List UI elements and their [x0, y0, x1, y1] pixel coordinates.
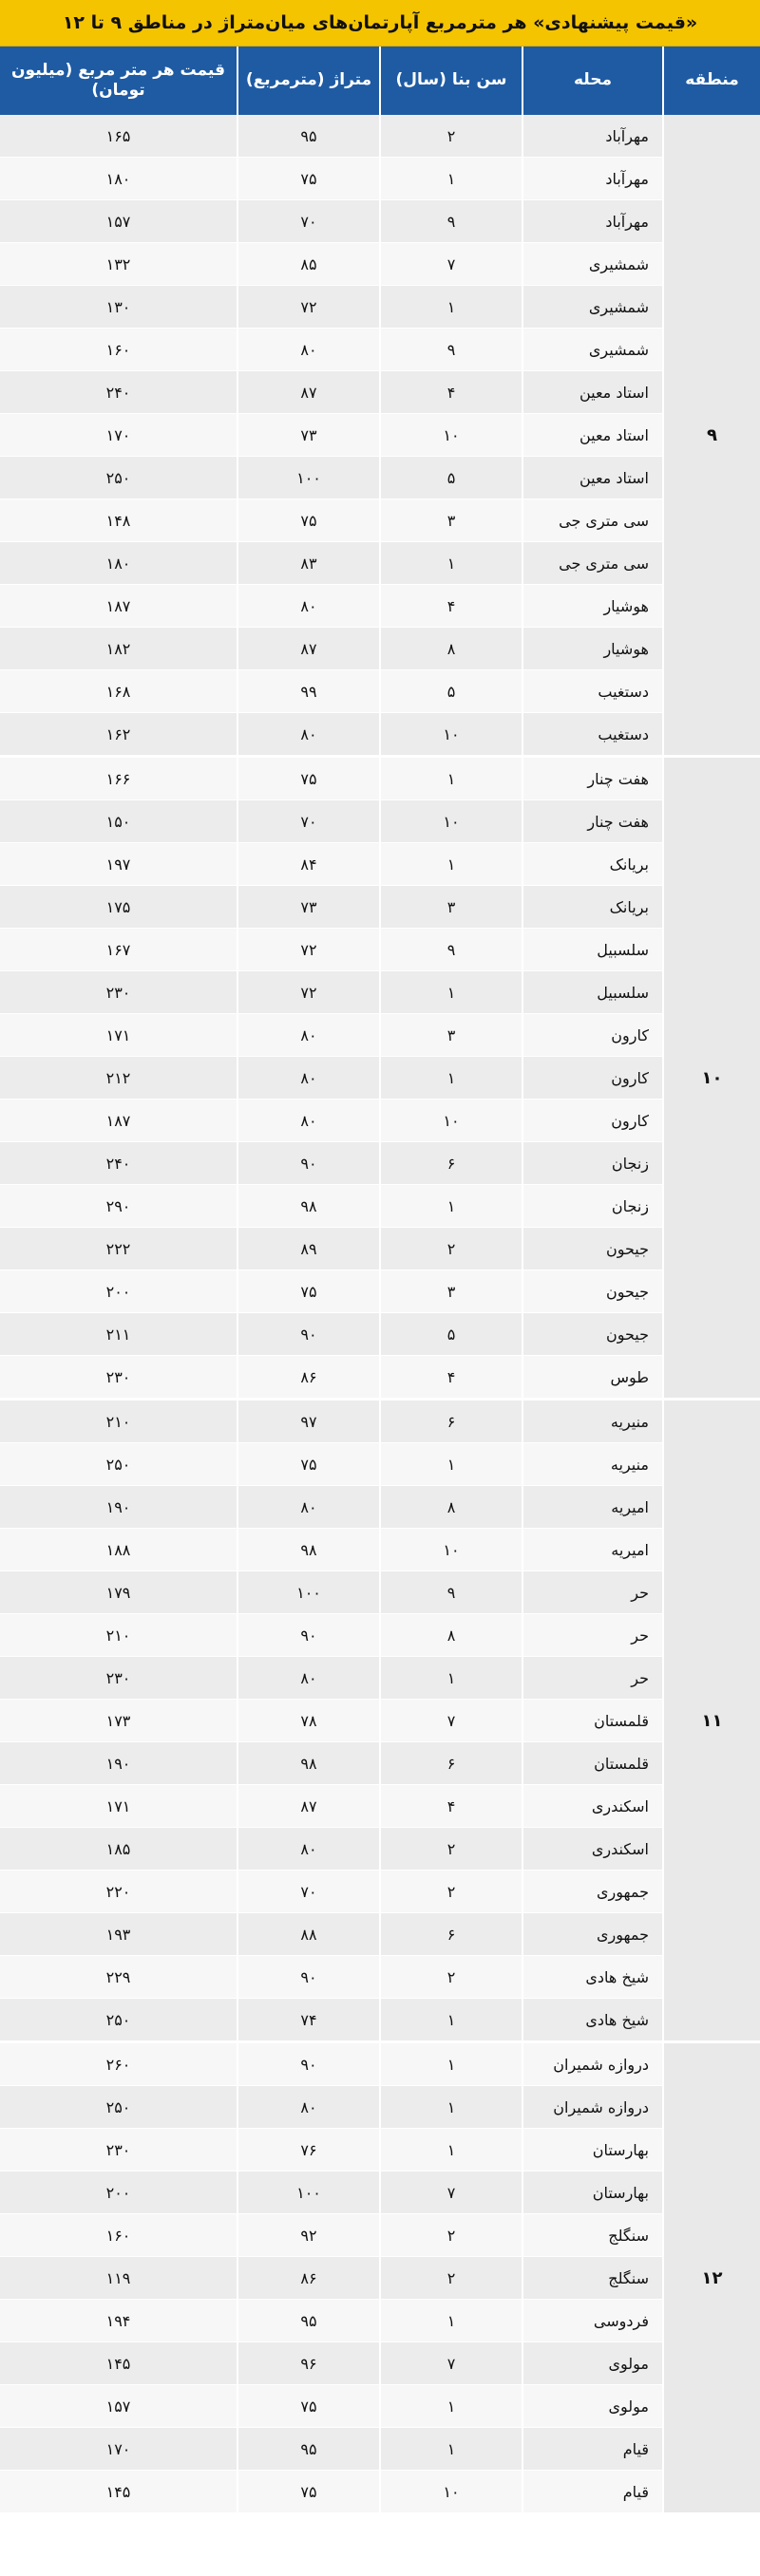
neighborhood-cell: هوشیار: [522, 628, 663, 670]
age-cell: ۱: [380, 1185, 522, 1228]
table-row: [0, 2428, 760, 2471]
price-cell: ۲۳۰: [0, 1356, 238, 1400]
area-cell: ۸۰: [238, 329, 380, 371]
area-cell: ۸۶: [238, 2257, 380, 2300]
area-cell: ۸۴: [238, 843, 380, 886]
price-cell: ۱۹۰: [0, 1486, 238, 1529]
table-row: [0, 286, 760, 329]
header-row: [0, 47, 760, 115]
region-cell: ۱۲: [663, 2042, 760, 2514]
table-row: [0, 1443, 760, 1486]
area-cell: ۹۵: [238, 2428, 380, 2471]
neighborhood-cell: کارون: [522, 1014, 663, 1057]
neighborhood-cell: استاد معین: [522, 371, 663, 414]
area-cell: ۸۰: [238, 1657, 380, 1700]
price-cell: ۱۴۵: [0, 2342, 238, 2385]
neighborhood-cell: جیحون: [522, 1228, 663, 1270]
price-cell: ۲۵۰: [0, 2086, 238, 2129]
neighborhood-cell: مهرآباد: [522, 115, 663, 158]
age-cell: ۴: [380, 1356, 522, 1400]
area-cell: ۷۴: [238, 1999, 380, 2042]
neighborhood-cell: قیام: [522, 2471, 663, 2514]
price-cell: ۱۷۹: [0, 1571, 238, 1614]
table-row: [0, 2300, 760, 2342]
table-row: [0, 329, 760, 371]
age-cell: ۹: [380, 200, 522, 243]
area-cell: ۹۲: [238, 2214, 380, 2257]
age-cell: ۲: [380, 2257, 522, 2300]
table-row: [0, 2129, 760, 2172]
table-row: [0, 414, 760, 457]
neighborhood-cell: زنجان: [522, 1185, 663, 1228]
price-cell: ۲۵۰: [0, 1999, 238, 2042]
table-row: [0, 1913, 760, 1956]
area-cell: ۹۶: [238, 2342, 380, 2385]
table-row: [0, 2471, 760, 2514]
table-row: [0, 929, 760, 971]
neighborhood-cell: زنجان: [522, 1142, 663, 1185]
table-row: [0, 499, 760, 542]
neighborhood-cell: قلمستان: [522, 1700, 663, 1742]
neighborhood-cell: شمشیری: [522, 329, 663, 371]
table-row: [0, 243, 760, 286]
price-cell: ۱۶۸: [0, 670, 238, 713]
table-row: [0, 1270, 760, 1313]
price-cell: ۱۵۷: [0, 2385, 238, 2428]
price-cell: ۱۹۷: [0, 843, 238, 886]
area-cell: ۱۰۰: [238, 1571, 380, 1614]
area-cell: ۷۰: [238, 200, 380, 243]
age-cell: ۵: [380, 457, 522, 499]
neighborhood-cell: بریانک: [522, 886, 663, 929]
neighborhood-cell: مهرآباد: [522, 200, 663, 243]
price-cell: ۱۹۴: [0, 2300, 238, 2342]
area-cell: ۹۰: [238, 1313, 380, 1356]
neighborhood-cell: شمشیری: [522, 286, 663, 329]
price-cell: ۲۲۲: [0, 1228, 238, 1270]
neighborhood-cell: سنگلج: [522, 2257, 663, 2300]
neighborhood-cell: دروازه شمیران: [522, 2042, 663, 2086]
area-cell: ۷۶: [238, 2129, 380, 2172]
price-table: [0, 47, 760, 2515]
age-cell: ۱: [380, 971, 522, 1014]
neighborhood-cell: سی متری جی: [522, 499, 663, 542]
age-cell: ۷: [380, 1700, 522, 1742]
age-cell: ۶: [380, 1742, 522, 1785]
area-cell: ۸۰: [238, 1100, 380, 1142]
age-cell: ۹: [380, 929, 522, 971]
age-cell: ۱: [380, 1443, 522, 1486]
price-cell: ۲۹۰: [0, 1185, 238, 1228]
area-cell: ۸۰: [238, 1828, 380, 1871]
price-cell: ۱۸۵: [0, 1828, 238, 1871]
neighborhood-cell: شیخ هادی: [522, 1999, 663, 2042]
area-cell: ۸۶: [238, 1356, 380, 1400]
price-cell: ۱۶۵: [0, 115, 238, 158]
age-cell: ۳: [380, 1270, 522, 1313]
area-cell: ۷۵: [238, 1270, 380, 1313]
area-cell: ۸۰: [238, 1486, 380, 1529]
price-cell: ۱۴۸: [0, 499, 238, 542]
area-cell: ۹۰: [238, 2042, 380, 2086]
area-cell: ۹۵: [238, 2300, 380, 2342]
area-cell: ۷۰: [238, 800, 380, 843]
price-cell: ۲۱۱: [0, 1313, 238, 1356]
table-row: [0, 1871, 760, 1913]
age-cell: ۱۰: [380, 414, 522, 457]
age-cell: ۱۰: [380, 713, 522, 757]
price-cell: ۱۶۶: [0, 757, 238, 800]
price-cell: ۲۰۰: [0, 1270, 238, 1313]
age-cell: ۶: [380, 1913, 522, 1956]
neighborhood-cell: جمهوری: [522, 1913, 663, 1956]
age-cell: ۱: [380, 2300, 522, 2342]
area-cell: ۸۸: [238, 1913, 380, 1956]
neighborhood-cell: بریانک: [522, 843, 663, 886]
price-cell: ۱۷۰: [0, 2428, 238, 2471]
table-row: [0, 1785, 760, 1828]
age-cell: ۵: [380, 1313, 522, 1356]
price-cell: ۱۵۰: [0, 800, 238, 843]
header-area: متراژ (مترمربع): [238, 47, 380, 115]
table-row: [0, 1313, 760, 1356]
price-cell: ۱۶۲: [0, 713, 238, 757]
area-cell: ۹۸: [238, 1185, 380, 1228]
table-row: [0, 2042, 760, 2086]
table-row: [0, 457, 760, 499]
age-cell: ۲: [380, 115, 522, 158]
neighborhood-cell: اسکندری: [522, 1785, 663, 1828]
neighborhood-cell: سنگلج: [522, 2214, 663, 2257]
table-row: [0, 1356, 760, 1400]
age-cell: ۱: [380, 542, 522, 585]
price-cell: ۲۴۰: [0, 1142, 238, 1185]
table-row: [0, 1742, 760, 1785]
age-cell: ۱۰: [380, 1529, 522, 1571]
age-cell: ۱: [380, 158, 522, 200]
table-row: [0, 371, 760, 414]
area-cell: ۷۵: [238, 2385, 380, 2428]
price-cell: ۱۸۰: [0, 542, 238, 585]
price-cell: ۱۷۱: [0, 1785, 238, 1828]
table-row: [0, 1614, 760, 1657]
age-cell: ۲: [380, 1828, 522, 1871]
price-cell: ۱۶۷: [0, 929, 238, 971]
table-row: [0, 800, 760, 843]
area-cell: ۷۲: [238, 971, 380, 1014]
neighborhood-cell: سی متری جی: [522, 542, 663, 585]
neighborhood-cell: استاد معین: [522, 414, 663, 457]
neighborhood-cell: قلمستان: [522, 1742, 663, 1785]
age-cell: ۸: [380, 1614, 522, 1657]
age-cell: ۳: [380, 499, 522, 542]
price-cell: ۲۰۰: [0, 2172, 238, 2214]
table-row: [0, 713, 760, 757]
age-cell: ۲: [380, 1871, 522, 1913]
area-cell: ۹۸: [238, 1529, 380, 1571]
neighborhood-cell: شیخ هادی: [522, 1956, 663, 1999]
price-cell: ۲۳۰: [0, 971, 238, 1014]
neighborhood-cell: استاد معین: [522, 457, 663, 499]
price-cell: ۱۳۲: [0, 243, 238, 286]
table-row: [0, 628, 760, 670]
neighborhood-cell: هوشیار: [522, 585, 663, 628]
region-cell: ۱۱: [663, 1400, 760, 2042]
price-cell: ۱۹۰: [0, 1742, 238, 1785]
area-cell: ۸۳: [238, 542, 380, 585]
neighborhood-cell: حر: [522, 1571, 663, 1614]
neighborhood-cell: بهارستان: [522, 2172, 663, 2214]
area-cell: ۸۰: [238, 585, 380, 628]
age-cell: ۲: [380, 2214, 522, 2257]
table-row: [0, 1571, 760, 1614]
age-cell: ۱: [380, 2042, 522, 2086]
neighborhood-cell: کارون: [522, 1057, 663, 1100]
table-row: [0, 542, 760, 585]
neighborhood-cell: جیحون: [522, 1270, 663, 1313]
table-row: [0, 1228, 760, 1270]
table-row: [0, 1999, 760, 2042]
price-cell: ۱۸۲: [0, 628, 238, 670]
area-cell: ۷۵: [238, 1443, 380, 1486]
price-cell: ۲۱۰: [0, 1400, 238, 1443]
price-cell: ۱۵۷: [0, 200, 238, 243]
table-row: [0, 2214, 760, 2257]
age-cell: ۸: [380, 628, 522, 670]
neighborhood-cell: مولوی: [522, 2342, 663, 2385]
table-row: [0, 1529, 760, 1571]
table-row: [0, 2257, 760, 2300]
area-cell: ۷۳: [238, 414, 380, 457]
age-cell: ۳: [380, 886, 522, 929]
area-cell: ۷۸: [238, 1700, 380, 1742]
neighborhood-cell: سلسبیل: [522, 971, 663, 1014]
area-cell: ۹۰: [238, 1142, 380, 1185]
table-row: [0, 1142, 760, 1185]
table-row: [0, 1956, 760, 1999]
age-cell: ۹: [380, 1571, 522, 1614]
price-cell: ۱۸۷: [0, 585, 238, 628]
price-cell: ۲۲۰: [0, 1871, 238, 1913]
price-cell: ۱۶۰: [0, 329, 238, 371]
area-cell: ۸۰: [238, 1014, 380, 1057]
table-row: [0, 115, 760, 158]
neighborhood-cell: هفت چنار: [522, 757, 663, 800]
price-cell: ۱۸۸: [0, 1529, 238, 1571]
neighborhood-cell: دستغیب: [522, 713, 663, 757]
price-cell: ۱۷۳: [0, 1700, 238, 1742]
area-cell: ۷۲: [238, 286, 380, 329]
area-cell: ۹۰: [238, 1614, 380, 1657]
header-price: قیمت هر متر مربع (میلیون تومان): [0, 47, 238, 115]
age-cell: ۱: [380, 1657, 522, 1700]
table-row: [0, 1828, 760, 1871]
table-row: [0, 1185, 760, 1228]
price-cell: ۱۷۰: [0, 414, 238, 457]
price-cell: ۱۸۷: [0, 1100, 238, 1142]
age-cell: ۳: [380, 1014, 522, 1057]
price-cell: ۱۸۰: [0, 158, 238, 200]
age-cell: ۱: [380, 286, 522, 329]
header-neighborhood: محله: [522, 47, 663, 115]
neighborhood-cell: اسکندری: [522, 1828, 663, 1871]
neighborhood-cell: کارون: [522, 1100, 663, 1142]
neighborhood-cell: بهارستان: [522, 2129, 663, 2172]
age-cell: ۷: [380, 2172, 522, 2214]
age-cell: ۱: [380, 2385, 522, 2428]
area-cell: ۹۵: [238, 115, 380, 158]
area-cell: ۱۰۰: [238, 2172, 380, 2214]
area-cell: ۸۰: [238, 1057, 380, 1100]
age-cell: ۶: [380, 1400, 522, 1443]
area-cell: ۸۷: [238, 371, 380, 414]
neighborhood-cell: دروازه شمیران: [522, 2086, 663, 2129]
table-row: [0, 1100, 760, 1142]
table-row: [0, 886, 760, 929]
age-cell: ۱۰: [380, 800, 522, 843]
age-cell: ۱: [380, 1999, 522, 2042]
price-cell: ۱۱۹: [0, 2257, 238, 2300]
price-cell: ۲۱۰: [0, 1614, 238, 1657]
price-cell: ۱۶۰: [0, 2214, 238, 2257]
table-row: [0, 1700, 760, 1742]
age-cell: ۱: [380, 2129, 522, 2172]
price-cell: ۱۷۵: [0, 886, 238, 929]
table-row: [0, 1486, 760, 1529]
age-cell: ۲: [380, 1228, 522, 1270]
neighborhood-cell: مولوی: [522, 2385, 663, 2428]
neighborhood-cell: منیریه: [522, 1400, 663, 1443]
neighborhood-cell: قیام: [522, 2428, 663, 2471]
age-cell: ۶: [380, 1142, 522, 1185]
area-cell: ۸۹: [238, 1228, 380, 1270]
header-age: سن بنا (سال): [380, 47, 522, 115]
neighborhood-cell: حر: [522, 1657, 663, 1700]
region-cell: ۱۰: [663, 757, 760, 1400]
table-row: [0, 1057, 760, 1100]
age-cell: ۷: [380, 243, 522, 286]
price-cell: ۱۷۱: [0, 1014, 238, 1057]
price-cell: ۱۴۵: [0, 2471, 238, 2514]
area-cell: ۷۵: [238, 757, 380, 800]
age-cell: ۱: [380, 1057, 522, 1100]
price-cell: ۲۶۰: [0, 2042, 238, 2086]
header-region: منطقه: [663, 47, 760, 115]
page-title: «قیمت پیشنهادی» هر مترمربع آپارتمان‌های میان‌متراژ در مناطق ۹ تا ۱۲: [0, 0, 760, 47]
area-cell: ۹۸: [238, 1742, 380, 1785]
neighborhood-cell: مهرآباد: [522, 158, 663, 200]
table-row: [0, 2385, 760, 2428]
area-cell: ۸۷: [238, 1785, 380, 1828]
neighborhood-cell: منیریه: [522, 1443, 663, 1486]
neighborhood-cell: امیریه: [522, 1529, 663, 1571]
table-row: [0, 2086, 760, 2129]
price-cell: ۲۴۰: [0, 371, 238, 414]
price-cell: ۲۳۰: [0, 2129, 238, 2172]
age-cell: ۲: [380, 1956, 522, 1999]
area-cell: ۷۳: [238, 886, 380, 929]
area-cell: ۷۰: [238, 1871, 380, 1913]
area-cell: ۸۰: [238, 2086, 380, 2129]
neighborhood-cell: شمشیری: [522, 243, 663, 286]
region-cell: ۹: [663, 115, 760, 757]
age-cell: ۴: [380, 1785, 522, 1828]
neighborhood-cell: دستغیب: [522, 670, 663, 713]
neighborhood-cell: طوس: [522, 1356, 663, 1400]
area-cell: ۷۵: [238, 2471, 380, 2514]
age-cell: ۴: [380, 585, 522, 628]
table-row: [0, 1014, 760, 1057]
price-cell: ۲۱۲: [0, 1057, 238, 1100]
table-row: [0, 2342, 760, 2385]
price-cell: ۱۹۳: [0, 1913, 238, 1956]
table-row: [0, 757, 760, 800]
table-row: [0, 585, 760, 628]
age-cell: ۱۰: [380, 2471, 522, 2514]
table-row: [0, 971, 760, 1014]
neighborhood-cell: حر: [522, 1614, 663, 1657]
neighborhood-cell: امیریه: [522, 1486, 663, 1529]
price-cell: ۲۲۹: [0, 1956, 238, 1999]
area-cell: ۹۷: [238, 1400, 380, 1443]
area-cell: ۹۹: [238, 670, 380, 713]
table-row: [0, 158, 760, 200]
age-cell: ۹: [380, 329, 522, 371]
age-cell: ۱: [380, 843, 522, 886]
neighborhood-cell: هفت چنار: [522, 800, 663, 843]
age-cell: ۱: [380, 2428, 522, 2471]
area-cell: ۷۲: [238, 929, 380, 971]
table-row: [0, 200, 760, 243]
neighborhood-cell: فردوسی: [522, 2300, 663, 2342]
price-cell: ۲۳۰: [0, 1657, 238, 1700]
area-cell: ۸۷: [238, 628, 380, 670]
table-row: [0, 1400, 760, 1443]
age-cell: ۸: [380, 1486, 522, 1529]
area-cell: ۷۵: [238, 499, 380, 542]
table-row: [0, 670, 760, 713]
table-body: [0, 115, 760, 2514]
age-cell: ۱۰: [380, 1100, 522, 1142]
area-cell: ۸۵: [238, 243, 380, 286]
neighborhood-cell: سلسبیل: [522, 929, 663, 971]
area-cell: ۱۰۰: [238, 457, 380, 499]
area-cell: ۹۰: [238, 1956, 380, 1999]
neighborhood-cell: جمهوری: [522, 1871, 663, 1913]
age-cell: ۱: [380, 2086, 522, 2129]
price-cell: ۲۵۰: [0, 1443, 238, 1486]
area-cell: ۷۵: [238, 158, 380, 200]
table-row: [0, 843, 760, 886]
age-cell: ۷: [380, 2342, 522, 2385]
price-cell: ۱۳۰: [0, 286, 238, 329]
table-row: [0, 2172, 760, 2214]
neighborhood-cell: جیحون: [522, 1313, 663, 1356]
age-cell: ۴: [380, 371, 522, 414]
price-cell: ۲۵۰: [0, 457, 238, 499]
area-cell: ۸۰: [238, 713, 380, 757]
age-cell: ۵: [380, 670, 522, 713]
table-row: [0, 1657, 760, 1700]
age-cell: ۱: [380, 757, 522, 800]
